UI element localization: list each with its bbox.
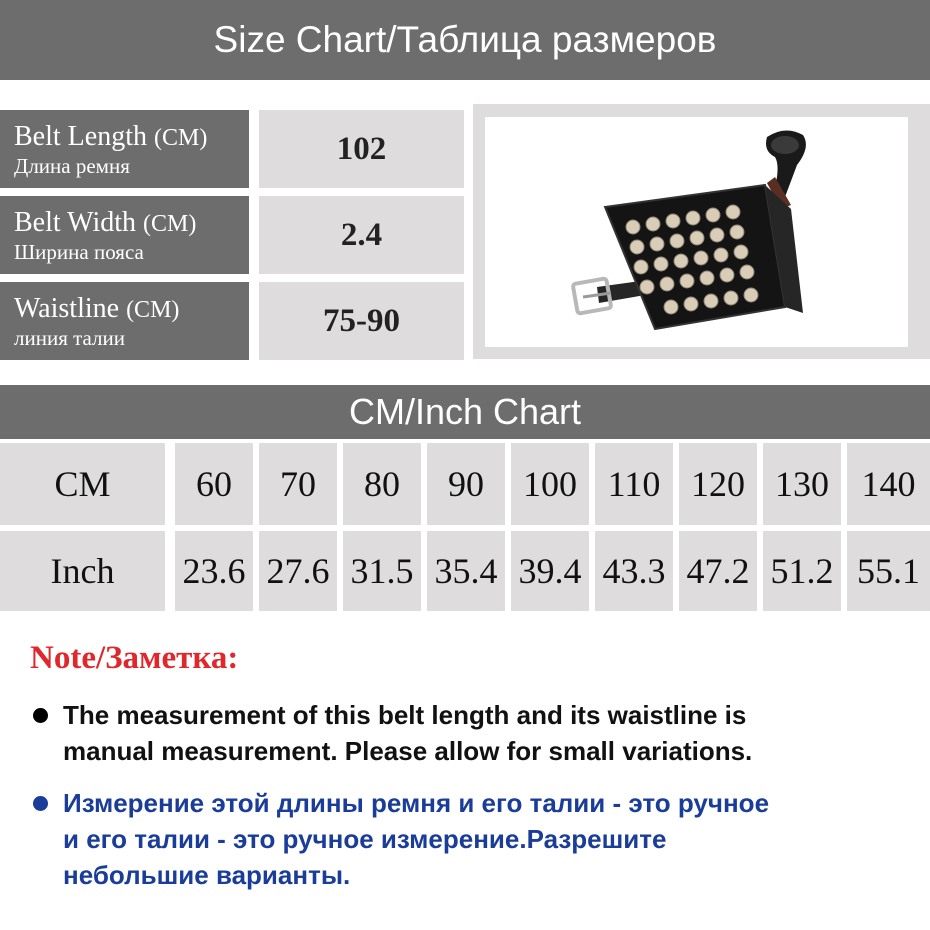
- note-line: The measurement of this belt length and its waistline is: [63, 700, 747, 730]
- cm-value: 100: [511, 443, 589, 525]
- row-header-cm: CM: [0, 443, 165, 525]
- cm-inch-chart-title: CM/Inch Chart: [0, 385, 930, 439]
- note-russian: [33, 785, 923, 893]
- note-title: Note/Заметка:: [30, 640, 239, 676]
- note-english-text: [63, 697, 752, 769]
- inch-value: 51.2: [763, 531, 841, 611]
- waistline-value: 75-90: [259, 282, 464, 360]
- belt-length-value: 102: [259, 110, 464, 188]
- waistline-label-en: Waistline (CM): [14, 293, 180, 324]
- note-line: manual measurement. Please allow for small variations.: [63, 736, 753, 766]
- cm-value: 130: [763, 443, 841, 525]
- inch-value: 23.6: [175, 531, 253, 611]
- cm-value: 70: [259, 443, 337, 525]
- note-line: небольшие варианты.: [63, 860, 351, 890]
- note-english: [33, 697, 923, 769]
- cm-value: 90: [427, 443, 505, 525]
- cm-value: 140: [847, 443, 930, 525]
- belt-length-label-en: Belt Length (CM): [14, 121, 208, 152]
- note-line: и его талии - это ручное измерение.Разрешите: [63, 824, 667, 854]
- inch-value: 39.4: [511, 531, 589, 611]
- inch-value: 35.4: [427, 531, 505, 611]
- product-photo-frame: [473, 104, 930, 359]
- bullet-icon: [33, 796, 48, 811]
- note-line: Измерение этой длины ремня и его талии - это ручное: [63, 788, 770, 818]
- cm-value: 110: [595, 443, 673, 525]
- product-photo: [485, 117, 908, 347]
- cm-value: 120: [679, 443, 757, 525]
- inch-value: 31.5: [343, 531, 421, 611]
- inch-value: 55.1: [847, 531, 930, 611]
- note-russian-text: [63, 785, 769, 893]
- bullet-icon: [33, 708, 48, 723]
- inch-value: 47.2: [679, 531, 757, 611]
- belt-width-value: 2.4: [259, 196, 464, 274]
- row-header-inch: Inch: [0, 531, 165, 611]
- cm-value: 60: [175, 443, 253, 525]
- belt-illustration: [485, 117, 908, 347]
- inch-value: 43.3: [595, 531, 673, 611]
- belt-width-label-ru: Ширина пояса: [14, 240, 144, 264]
- belt-width-label-en: Belt Width (CM): [14, 207, 197, 238]
- page-title: Size Chart/Таблица размеров: [0, 0, 930, 80]
- waistline-label-ru: линия талии: [14, 326, 125, 350]
- belt-length-label: [0, 110, 249, 188]
- belt-width-label: [0, 196, 249, 274]
- belt-length-label-ru: Длина ремня: [14, 154, 130, 178]
- waistline-label: [0, 282, 249, 360]
- inch-value: 27.6: [259, 531, 337, 611]
- cm-value: 80: [343, 443, 421, 525]
